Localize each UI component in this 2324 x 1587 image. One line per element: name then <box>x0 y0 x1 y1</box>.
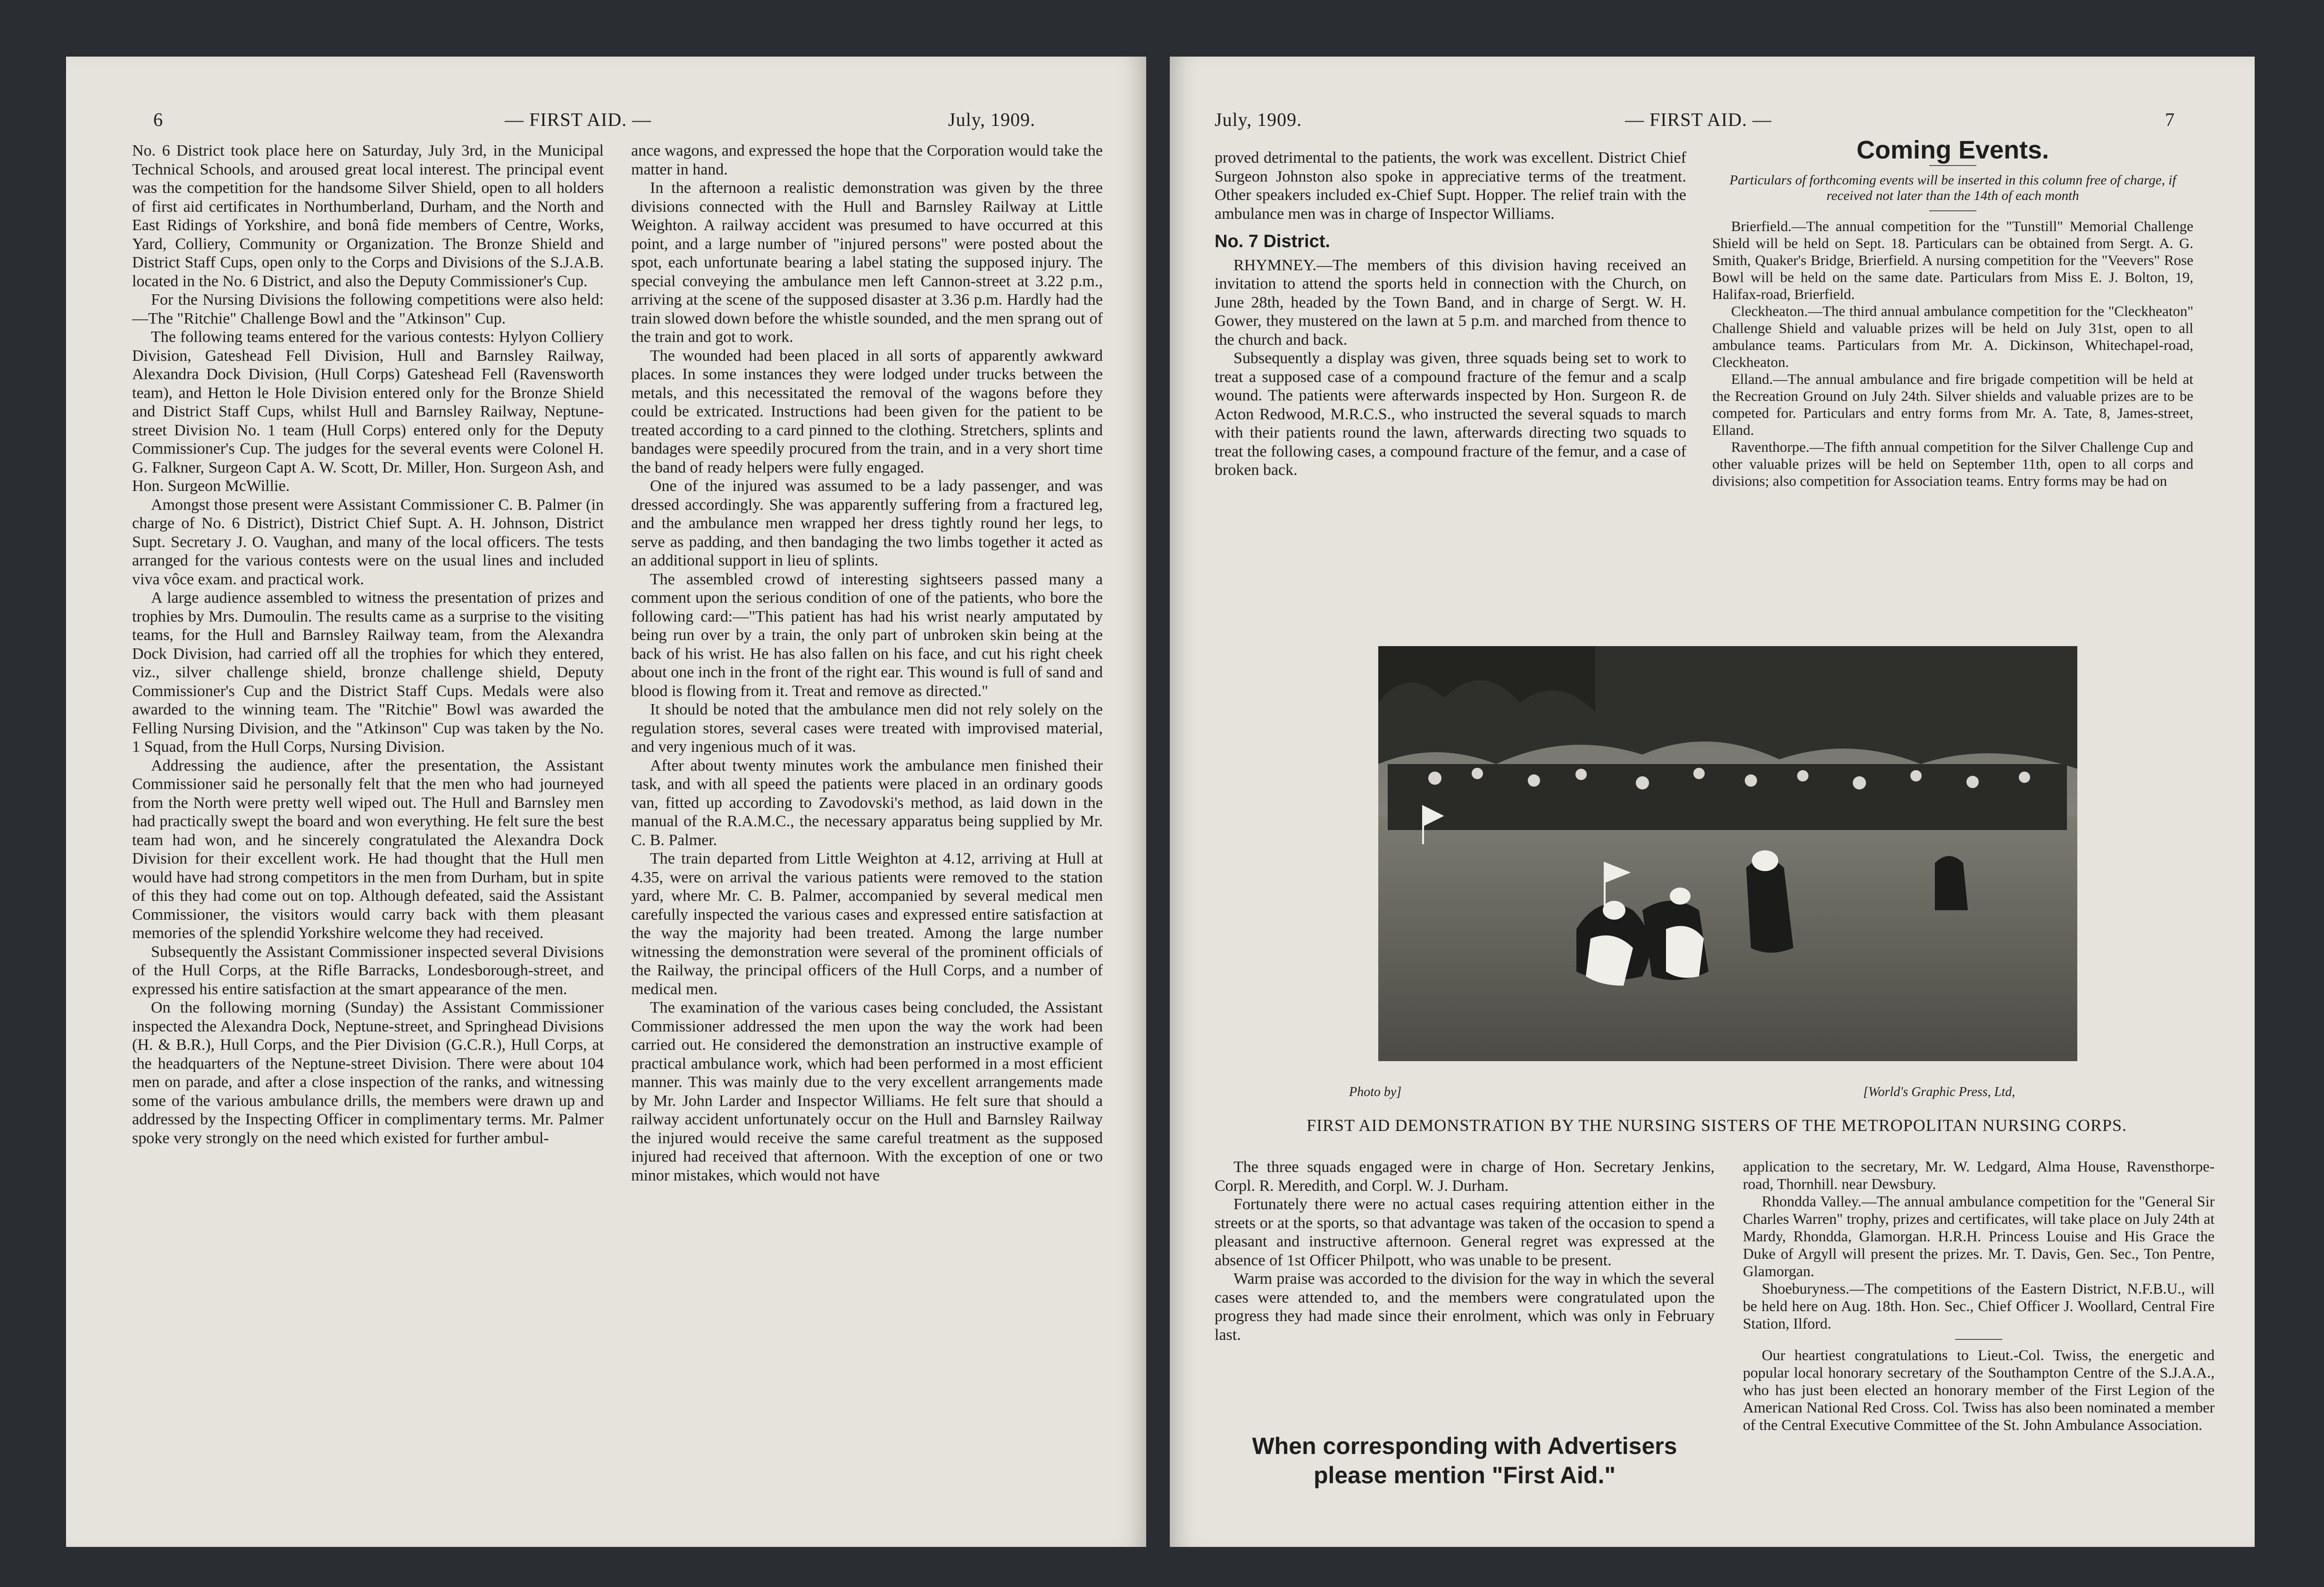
event-item: Shoeburyness.—The competitions of the Eastern District, N.F.B.U., will be held here on Aug. 18th. Hon. Sec., Chief Officer J. Woollard, Central Fire Station, Ilford. <box>1743 1280 2215 1332</box>
event-item: Elland.—The annual ambulance and fire brigade competition will be held at the Recreation Ground on July 24th. Silver shields and valuable prizes are to be competed for. Particulars and entry forms from Mr. A. Tate, 8, James-street, Elland. <box>1712 371 2193 438</box>
paragraph: One of the injured was assumed to be a lady passenger, and was dressed accordingly. She was apparently suffering from a fractured leg, and the ambulance men wrapped her dress tightly round her legs, to serve as padding, and then bandaging the two limbs together it acted as an additional support in lieu of splints. <box>631 477 1103 569</box>
paragraph: ance wagons, and expressed the hope that the Corporation would take the matter in hand. <box>631 142 1103 178</box>
issue-date: July, 1909. <box>1215 109 1302 130</box>
paragraph: No. 6 District took place here on Saturday, July 3rd, in the Municipal Technical Schools, and aroused great local interest. The principal event was the competition for the handsome Silver Shield, open to all holders of first aid certificates in Northumberland, Durham, and the North and East Ridings of Yorkshire, and bonâ fide members of Centre, Works, Yard, Colliery, Community or Organization. The Bronze Shield and District Staff Cups, open only to the Corps and Divisions of the S.J.A.B. located in the No. 6 District, and also the Deputy Commissioner's Cup. <box>132 142 604 290</box>
section-heading: No. 7 District. <box>1215 232 1330 251</box>
issue-date: July, 1909. <box>948 109 1036 130</box>
divider <box>1955 1339 2002 1340</box>
paragraph: The train departed from Little Weighton at 4.12, arriving at Hull at 4.35, were on arrival the various patients were removed to the station yard, where Mr. C. B. Palmer, accompanied by several medical men carefully inspected the various cases and expressed entire satisfaction at the way the majority had been treated. Among the large number witnessing the demonstration were several of the prominent officials of the Railway, the principal officers of the Hull Corps, and a number of medical men. <box>631 850 1103 998</box>
article-column-2 <box>631 141 1103 1185</box>
divider <box>1929 165 1976 166</box>
paragraph: Amongst those present were Assistant Commissioner C. B. Palmer (in charge of No. 6 District), District Chief Supt. A. H. Johnson, District Supt. Secretary J. O. Vaughan, and many of the local officers. The tests arranged for the various contests were on the usual lines and included viva vôce exam. and practical work. <box>132 496 604 588</box>
paragraph: The following teams entered for the various contests: Hylyon Colliery Division, Gateshead Fell Division, Hull and Barnsley Railway, Alexandra Dock Division, (Hull Corps) Gateshead Fell (Ravensworth team), and Hetton le Hole Division entered only for the Bronze Shield and District Staff Cups, whilst Hull and Barnsley Railway, Neptune-street Division No. 1 team (Hull Corps) entered only for the Deputy Commissioner's Cup. The judges for the several events were Colonel H. G. Falkner, Surgeon Capt A. W. Scott, Dr. Miller, Hon. Surgeon Ash, and Hon. Surgeon McWillie. <box>132 328 604 495</box>
paragraph: Subsequently the Assistant Commissioner inspected several Divisions of the Hull Corps, at the Rifle Barracks, Londesborough-street, and expressed his entire satisfaction at the smart appearance of the men. <box>132 943 604 998</box>
running-title: — FIRST AID. — <box>1625 109 1772 130</box>
paragraph: Addressing the audience, after the presentation, the Assistant Commissioner said he personally felt that the men who had journeyed from the North were pretty well wiped out. The Hull and Barnsley men had practically swept the board and won everything. He felt sure the best team had won, and he sincerely congratulated the Alexandra Dock Division for their excellent work. He had thought that the Hull men would have had strong competitors in the men from Durham, but in spite of this they had come out on top. Although defeated, said the Assistant Commissioner, the visitors would carry back with them pleasant memories of the splendid Yorkshire welcome they had received. <box>132 756 604 942</box>
article-column-1 <box>132 141 604 1147</box>
event-item: Brierfield.—The annual competition for the "Tunstill" Memorial Challenge Shield will be held on Sept. 18. Particulars can be obtained from Sergt. A. G. Smith, Quaker's Bridge, Brierfield. A nursing competition for the "Veevers" Rose Bowl will be held on the same date. Particulars from Miss E. J. Bolton, 19, Halifax-road, Brierfield. <box>1712 218 2193 302</box>
paragraph: application to the secretary, Mr. W. Ledgard, Alma House, Ravensthorpe-road, Thornhill. near Dewsbury. <box>1743 1158 2215 1192</box>
right-page <box>1170 57 2255 1547</box>
paragraph: It should be noted that the ambulance men did not rely solely on the regulation stores, several cases were treated with improvised material, and very ingenious much of it was. <box>631 701 1103 756</box>
paragraph: For the Nursing Divisions the following competitions were also held:—The "Ritchie" Challenge Bowl and the "Atkinson" Cup. <box>132 291 604 327</box>
coming-events-note: Particulars of forthcoming events will be inserted in this column free of charge, if received not later than the 14th of each month <box>1729 173 2176 203</box>
paragraph: On the following morning (Sunday) the Assistant Commissioner inspected the Alexandra Dock, Neptune-street, and Springhead Divisions (H. & B.R.), Hull Corps, and the Pier Division (G.C.R.), Hull Corps, at the headquarters of the Neptune-street Division. There were about 104 men on parade, and after a close inspection of the ranks, and witnessing some of the various ambulance drills, the members were drawn up and addressed by the Inspecting Officer in complimentary terms. Mr. Palmer spoke very strongly on the need which existed for further ambul- <box>132 999 604 1147</box>
article-column-2-bottom <box>1743 1158 2215 1434</box>
photo-agency: [World's Graphic Press, Ltd, <box>1863 1085 2016 1099</box>
event-item: Rhondda Valley.—The annual ambulance competition for the "General Sir Charles Warren" trophy, prizes and certificates, will take place on July 24th at Mardy, Rhondda, Glamorgan. H.R.H. Princess Louise and His Grace the Duke of Argyll will present the prizes. Mr. T. Davis, Gen. Sec., Ton Pentre, Glamorgan. <box>1743 1193 2215 1280</box>
paragraph: The wounded had been placed in all sorts of apparently awkward places. In some instances they were lodged under trucks between the metals, and this necessitated the removal of the wagons before they could be extricated. Instructions had been given for the patient to be treated according to a card pinned to the clothing. Stretchers, splints and bandages were speedily procured from the train, and in a very short time the band of ready helpers were fully engaged. <box>631 347 1103 476</box>
photo-illustration <box>1378 646 2077 1061</box>
divider <box>1929 210 1976 211</box>
paragraph: The three squads engaged were in charge of Hon. Secretary Jenkins, Corpl. R. Meredith, and Corpl. W. J. Durham. <box>1215 1158 1715 1195</box>
article-column-1-bottom <box>1215 1158 1715 1344</box>
paragraph: A large audience assembled to witness the presentation of prizes and trophies by Mrs. Dumoulin. The results came as a surprise to the visiting teams, for the Hull and Barnsley Railway team, from the Alexandra Dock Division, had carried off all the trophies for which they entered, viz., silver challenge shield, bronze challenge shield, Deputy Commissioner's Cup and the District Staff Cups. Medals were also awarded to the winning team. The "Ritchie" Bowl was awarded the Felling Nursing Division, and the "Atkinson" Cup was taken by the No. 1 Squad, from the Hull Corps, Nursing Division. <box>132 589 604 756</box>
paragraph: After about twenty minutes work the ambulance men finished their task, and with all speed the patients were placed in an ordinary goods van, fitted up according to Zavodovski's method, as laid down in the manual of the R.A.M.C., the necessary apparatus being supplied by Mr. C. B. Palmer. <box>631 756 1103 849</box>
paragraph: proved detrimental to the patients, the work was excellent. District Chief Surgeon Johnston also spoke in appreciative terms of the treatment. Other speakers included ex-Chief Supt. Hopper. The relief train with the ambulance men was in charge of Inspector Williams. <box>1215 149 1686 223</box>
event-item: Cleckheaton.—The third annual ambulance competition for the "Cleckheaton" Challenge Shield and valuable prizes will be held on July 31st, open to all ambulance teams. Particulars from Mr. A. Dickinson, Whitechapel-road, Cleckheaton. <box>1712 303 2193 370</box>
paragraph: Warm praise was accorded to the division for the way in which the several cases were attended to, and the members were congratulated upon the progress they had made since their enrolment, which was only in February last. <box>1215 1270 1715 1344</box>
page-number: 6 <box>153 109 163 130</box>
coming-events-column <box>1712 136 2193 490</box>
photo-credit: Photo by] <box>1349 1085 1402 1099</box>
advertiser-notice: When corresponding with Advertisers please mention "First Aid." <box>1252 1433 1677 1488</box>
article-column-1-top <box>1215 149 1686 480</box>
paragraph: The assembled crowd of interesting sightseers passed many a comment upon the serious condition of one of the patients, who bore the following card:—"This patient has had his wrist nearly amputated by being run over by a train, the only part of unbroken skin being at the back of his wrist. He has also fallen on his face, and cut his right cheek about one inch in the front of the right ear. This wound is full of sand and blood is flowing from it. Treat and remove as directed." <box>631 570 1103 700</box>
paragraph: Subsequently a display was given, three squads being set to work to treat a supposed case of a compound fracture of the femur and a scalp wound. The patients were afterwards inspected by Hon. Surgeon R. de Acton Redwood, M.R.C.S., who instructed the several squads to march with their patients round the lawn, afterwards directing two squads to treat the following cases, a compound fracture of the femur, and a case of broken back. <box>1215 349 1686 479</box>
paragraph: In the afternoon a realistic demonstration was given by the three divisions connected with the Hull and Barnsley Railway at Little Weighton. A railway accident was presumed to have occurred at this point, and a large number of "injured persons" were posted about the spot, each unfortunate bearing a label stating the supposed injury. The special conveying the ambulance men left Cannon-street at 3.22 p.m., arriving at the scene of the supposed disaster at 3.36 p.m. Hardly had the train slowed down before the whistle sounded, and the men sprang out of the train and got to work. <box>631 179 1103 346</box>
coming-events-title: Coming Events. <box>1856 136 2049 164</box>
page-number: 7 <box>2165 109 2175 130</box>
left-page <box>66 57 1146 1547</box>
demonstration-photograph <box>1378 646 2077 1061</box>
photo-caption: FIRST AID DEMONSTRATION BY THE NURSING SISTERS OF THE METROPOLITAN NURSING CORPS. <box>1307 1116 2127 1135</box>
paragraph: Fortunately there were no actual cases requiring attention either in the streets or at the sports, so that advantage was taken of the occasion to spend a pleasant and instructive afternoon. General regret was expressed at the absence of 1st Officer Philpott, who was unable to be present. <box>1215 1196 1715 1269</box>
paragraph: The examination of the various cases being concluded, the Assistant Commissioner addressed the men upon the way the work had been carried out. He considered the demonstration an instructive example of practical ambulance work, which had been performed in a most efficient manner. This was mainly due to the very excellent arrangements made by Mr. John Larder and Inspector Williams. He felt sure that should a railway accident unfortunately occur on the Hull and Barnsley Railway the injured would receive the same careful treatment as the supposed injured had received that afternoon. With the exception of one or two minor mistakes, which would not have <box>631 999 1103 1184</box>
event-item: Raventhorpe.—The fifth annual competition for the Silver Challenge Cup and other valuable prizes will be held on September 11th, open to all corps and divisions; also competition for Association teams. Entry forms may be had on <box>1712 439 2193 489</box>
running-title: — FIRST AID. — <box>505 109 652 130</box>
paragraph: Our heartiest congratulations to Lieut.-Col. Twiss, the energetic and popular local honorary secretary of the Southampton Centre of the S.J.A.A., who has just been elected an honorary member of the First Legion of the American National Red Cross. Col. Twiss has also been nominated a member of the Central Executive Committee of the St. John Ambulance Association. <box>1743 1346 2215 1433</box>
paragraph: RHYMNEY.—The members of this division having received an invitation to attend the sports held in connection with the Church, on June 28th, headed by the Town Band, and in charge of Sergt. W. H. Gower, they mustered on the lawn at 5 p.m. and marched from thence to the church and back. <box>1215 256 1686 349</box>
